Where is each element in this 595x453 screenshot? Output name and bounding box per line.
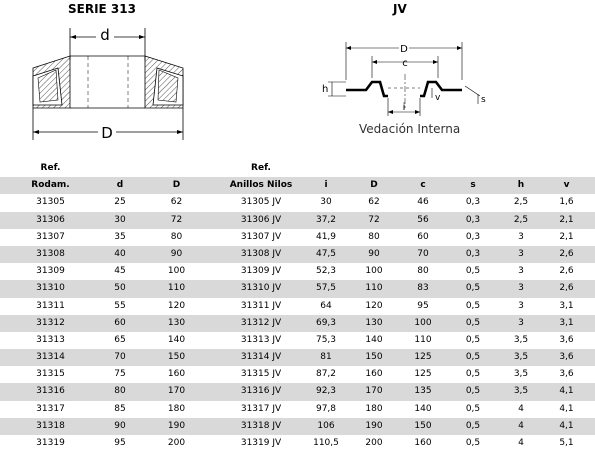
table-cell: 95 (114, 438, 126, 448)
table-cell: 2,5 (513, 214, 529, 225)
table-cell: 87,2 (315, 369, 337, 380)
table-cell: 31314 JV (240, 352, 282, 363)
table-cell: 4 (518, 403, 524, 414)
D-label: D (400, 44, 408, 55)
table-cell: 75,3 (315, 334, 337, 345)
d-dim-label: d (100, 26, 110, 44)
column-header: i (324, 180, 328, 191)
table-cell: 81 (320, 352, 332, 363)
table-cell: 92,3 (315, 386, 337, 397)
column-header: D (370, 180, 378, 191)
table-cell: 110 (167, 283, 186, 294)
table-cell: 31317 JV (240, 403, 282, 414)
table-cell: 0,5 (465, 438, 481, 448)
table-cell: 31315 JV (240, 369, 282, 380)
table-cell: 31306 JV (240, 214, 282, 225)
table-cell: 170 (167, 386, 186, 397)
table-row (0, 212, 595, 229)
table-cell: 0,5 (465, 369, 481, 380)
table-cell: 97,8 (315, 403, 337, 414)
table-cell: 69,3 (315, 317, 337, 328)
table-cell: 47,5 (315, 248, 337, 259)
table-cell: 62 (368, 197, 380, 208)
table-cell: 31311 JV (240, 300, 282, 311)
table-cell: 80 (170, 231, 183, 242)
table-cell: 45 (114, 266, 126, 277)
table-cell: 64 (320, 300, 332, 311)
table-cell: 57,5 (315, 283, 337, 294)
table-row (0, 332, 595, 349)
table-cell: 41,9 (315, 231, 337, 242)
table-cell: 3,6 (559, 369, 574, 380)
table-cell: 72 (170, 214, 183, 225)
table-cell: 85 (114, 403, 126, 414)
table-cell: 31305 JV (240, 197, 282, 208)
column-header: s (470, 180, 476, 191)
table-cell: 4 (518, 420, 524, 431)
table-cell: 160 (365, 369, 383, 380)
table-cell: 140 (365, 334, 383, 345)
h-label: h (322, 84, 329, 95)
table-cell: 190 (167, 420, 186, 431)
table-cell: 3 (518, 248, 524, 259)
s-label: s (481, 95, 486, 105)
table-row (0, 229, 595, 246)
table-cell: 2,5 (513, 197, 529, 208)
table-cell: 80 (368, 231, 380, 242)
table-cell: 31311 (36, 300, 65, 311)
D-dim-label: D (101, 124, 113, 142)
dimensions-table (0, 160, 595, 452)
table-cell: 135 (414, 386, 432, 397)
table-cell: 4,1 (559, 403, 574, 414)
table-cell: 90 (368, 248, 380, 259)
table-cell: 150 (365, 352, 383, 363)
table-cell: 3,6 (559, 334, 574, 345)
diagram-caption: Vedación Interna (359, 122, 461, 136)
table-cell: 0,3 (465, 248, 481, 259)
table-cell: 3,5 (513, 369, 529, 380)
table-cell: 70 (114, 352, 126, 363)
group-header-ref-rodam: Ref. (40, 163, 61, 173)
jv-title: JV (393, 2, 407, 16)
table-cell: 31307 (36, 231, 65, 242)
column-header: D (172, 180, 181, 191)
table-cell: 180 (365, 403, 383, 414)
table-cell: 0,5 (465, 420, 481, 431)
bearing-diagram (28, 20, 188, 150)
table-cell: 31309 (36, 266, 65, 277)
table-cell: 0,3 (465, 197, 481, 208)
table-cell: 106 (317, 420, 335, 431)
table-cell: 2,1 (559, 231, 574, 242)
table-row (0, 435, 595, 452)
table-cell: 90 (114, 420, 126, 431)
table-cell: 52,3 (315, 266, 337, 277)
table-cell: 37,2 (315, 214, 337, 225)
table-cell: 2,6 (559, 266, 574, 277)
i-label: i (402, 102, 406, 113)
table-cell: 100 (167, 266, 186, 277)
table-cell: 80 (114, 386, 126, 397)
table-row (0, 315, 595, 332)
table-cell: 120 (167, 300, 186, 311)
table-cell: 3 (518, 283, 524, 294)
group-header-row (0, 160, 595, 177)
table-row (0, 383, 595, 400)
table-cell: 2,6 (559, 248, 574, 259)
seal-ring-diagram (310, 38, 490, 118)
table-cell: 4,1 (559, 420, 574, 431)
v-label: v (435, 93, 441, 103)
table-row (0, 349, 595, 366)
table-row (0, 401, 595, 418)
table-cell: 31316 (36, 386, 65, 397)
series-title: SERIE 313 (68, 2, 136, 16)
table-cell: 4,1 (559, 386, 574, 397)
table-cell: 1,6 (559, 197, 574, 208)
table-cell: 62 (170, 197, 183, 208)
column-header: Rodam. (31, 180, 70, 191)
table-cell: 31310 (36, 283, 65, 294)
table-cell: 31318 (36, 420, 65, 431)
table-cell: 40 (114, 248, 126, 259)
table-cell: 3,5 (513, 386, 529, 397)
table-cell: 31314 (36, 352, 65, 363)
table-cell: 130 (365, 317, 383, 328)
table-cell: 31308 JV (240, 248, 282, 259)
table-cell: 31317 (36, 403, 65, 414)
table-cell: 3,5 (513, 334, 529, 345)
table-row (0, 366, 595, 383)
table-cell: 80 (417, 266, 429, 277)
table-cell: 2,6 (559, 283, 574, 294)
table-cell: 0,5 (465, 283, 481, 294)
table-cell: 150 (414, 420, 432, 431)
table-cell: 140 (167, 334, 186, 345)
column-header: h (517, 180, 525, 191)
table-cell: 31312 JV (240, 317, 282, 328)
table-cell: 3 (518, 317, 524, 328)
table-cell: 160 (167, 369, 186, 380)
table-cell: 60 (417, 231, 429, 242)
table-cell: 31318 JV (240, 420, 282, 431)
table-cell: 0,5 (465, 334, 481, 345)
table-cell: 180 (167, 403, 186, 414)
table-cell: 160 (414, 438, 432, 448)
table-cell: 2,1 (559, 214, 574, 225)
column-header: c (420, 180, 426, 191)
table-cell: 31313 (36, 334, 65, 345)
table-row (0, 194, 595, 211)
table-cell: 200 (365, 438, 383, 448)
table-cell: 31312 (36, 317, 65, 328)
table-cell: 0,5 (465, 403, 481, 414)
table-cell: 3 (518, 231, 524, 242)
table-cell: 31319 JV (240, 438, 282, 448)
table-row (0, 280, 595, 297)
table-cell: 125 (414, 352, 432, 363)
table-cell: 31315 (36, 369, 65, 380)
table-cell: 83 (417, 283, 429, 294)
table-cell: 3 (518, 266, 524, 277)
table-body (0, 194, 595, 452)
table-cell: 25 (114, 197, 126, 208)
table-row (0, 263, 595, 280)
table-cell: 55 (114, 300, 126, 311)
table-cell: 31316 JV (240, 386, 282, 397)
table-cell: 31306 (36, 214, 65, 225)
table-cell: 3,1 (559, 317, 574, 328)
table-cell: 100 (414, 317, 432, 328)
table-cell: 4 (518, 438, 524, 448)
table-cell: 110,5 (313, 438, 339, 448)
table-cell: 35 (114, 231, 126, 242)
table-cell: 3,1 (559, 300, 574, 311)
table-cell: 170 (365, 386, 383, 397)
table-cell: 3,5 (513, 352, 529, 363)
table-cell: 110 (414, 334, 432, 345)
table-cell: 5,1 (559, 438, 574, 448)
table-cell: 0,3 (465, 231, 481, 242)
table-cell: 200 (167, 438, 186, 448)
table-cell: 0,5 (465, 317, 481, 328)
table-cell: 150 (167, 352, 186, 363)
table-cell: 110 (365, 283, 383, 294)
table-row (0, 298, 595, 315)
table-cell: 0,5 (465, 352, 481, 363)
table-cell: 31307 JV (240, 231, 282, 242)
column-header-row (0, 177, 595, 194)
group-header-ref-anillos: Ref. (251, 163, 271, 173)
table-cell: 31310 JV (240, 283, 282, 294)
table-cell: 190 (365, 420, 383, 431)
table-cell: 31309 JV (240, 266, 282, 277)
table-cell: 0,5 (465, 266, 481, 277)
table-cell: 140 (414, 403, 432, 414)
table-cell: 0,5 (465, 300, 481, 311)
table-cell: 56 (417, 214, 429, 225)
table-cell: 72 (368, 214, 380, 225)
column-header: Anillos Nilos (229, 180, 293, 191)
table-cell: 95 (417, 300, 429, 311)
column-header: d (116, 180, 124, 191)
table-cell: 130 (167, 317, 186, 328)
table-cell: 50 (114, 283, 126, 294)
table-cell: 31319 (36, 438, 65, 448)
table-cell: 31308 (36, 248, 65, 259)
table-cell: 30 (320, 197, 332, 208)
c-label: c (402, 58, 408, 69)
table-cell: 75 (114, 369, 126, 380)
table-cell: 0,5 (465, 386, 481, 397)
table-cell: 3 (518, 300, 524, 311)
table-cell: 65 (114, 334, 126, 345)
table-cell: 31313 JV (240, 334, 282, 345)
table-cell: 30 (114, 214, 126, 225)
table-cell: 31305 (36, 197, 65, 208)
table-cell: 0,3 (465, 214, 481, 225)
table-cell: 125 (414, 369, 432, 380)
table-cell: 90 (170, 248, 183, 259)
table-cell: 3,6 (559, 352, 574, 363)
column-header: v (563, 180, 570, 191)
table-cell: 120 (365, 300, 383, 311)
table-cell: 70 (417, 248, 429, 259)
table-cell: 46 (417, 197, 429, 208)
table-cell: 100 (365, 266, 383, 277)
table-row (0, 418, 595, 435)
table-cell: 60 (114, 317, 126, 328)
table-row (0, 246, 595, 263)
